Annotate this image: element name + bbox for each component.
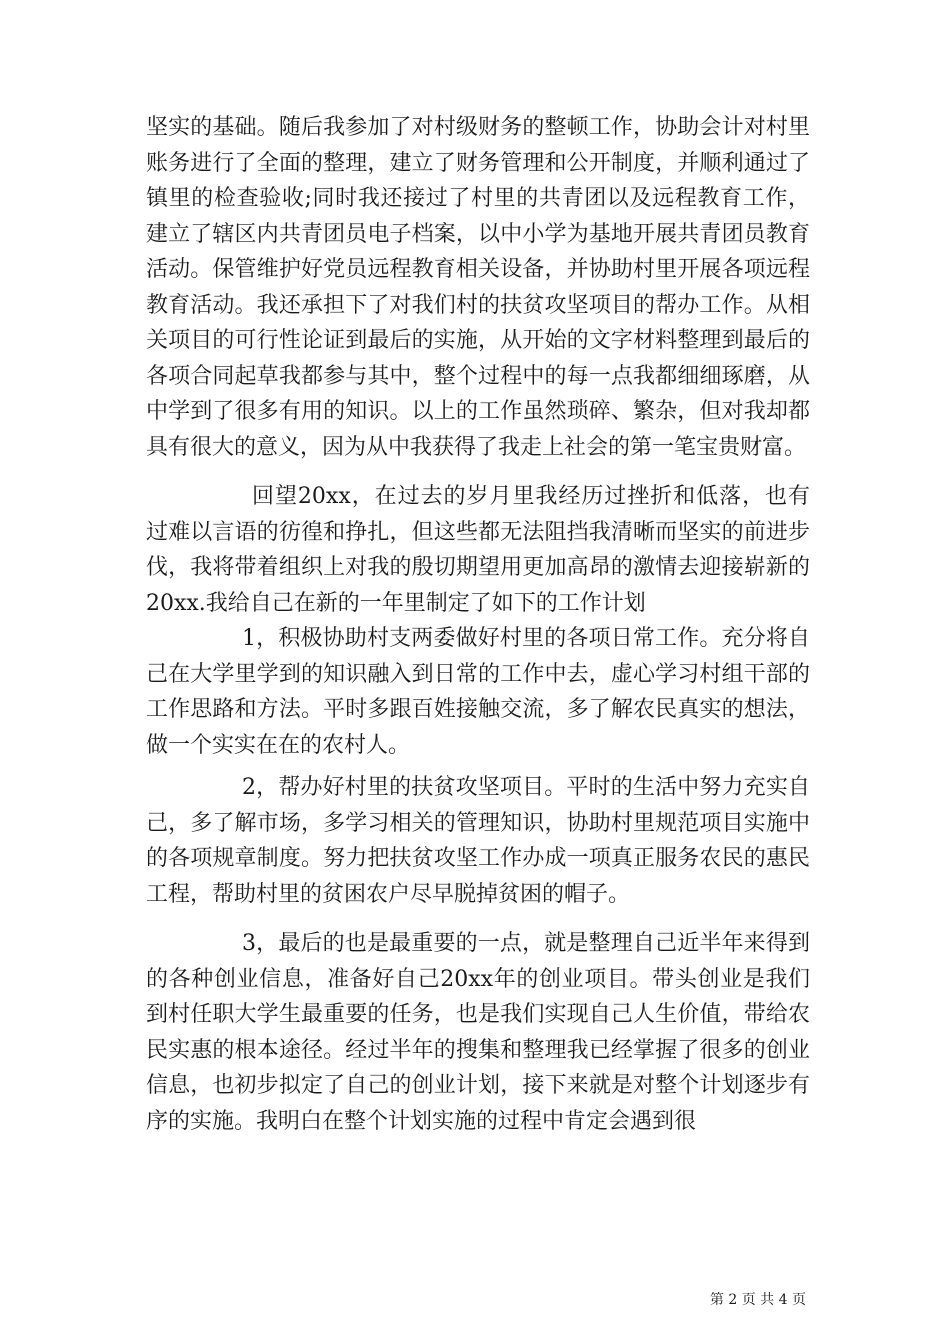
paragraph-work-summary: 坚实的基础。随后我参加了对村级财务的整顿工作，协助会计对村里账务进行了全面的整理，建立了财务管理和公开制度，并顺利通过了镇里的检查验收;同时我还接过了村里的共青团以及远程教育工作，建立了辖区内共青团员电子档案，以中小学为基地开展共青团员教育活动。保管维护好党员远程教育相关设备，并协助村里开展各项远程教育活动。我还承担下了对我们村的扶贫攻坚项目的帮办工作。从相关项目的可行性论证到最后的实施，从开始的文字材料整理到最后的各项合同起草我都参与其中，整个过程中的每一点我都细细琢磨，从中学到了很多有用的知识。以上的工作虽然琐碎、繁杂，但对我却都具有很大的意义，因为从中我获得了我走上社会的第一笔宝贵财富。 (146, 115, 810, 460)
page-number-footer: 第 2 页 共 4 页 (709, 1292, 806, 1308)
paragraph-plan-item-1: 1，积极协助村支两委做好村里的各项日常工作。充分将自己在大学里学到的知识融入到日常的工作中去，虚心学习村组干部的工作思路和方法。平时多跟百姓接触交流，多了解农民真实的想法，做一个实实在在的农村人。 (146, 626, 810, 758)
paragraph-plan-item-2: 2，帮办好村里的扶贫攻坚项目。平时的生活中努力充实自己，多了解市场，多学习相关的管理知识，协助村里规范项目实施中的各项规章制度。努力把扶贫攻坚工作办成一项真正服务农民的惠民工程，帮助村里的贫困农户尽早脱掉贫困的帽子。 (146, 775, 810, 907)
document-body (146, 110, 810, 1139)
paragraph-review-and-plan: 回望20xx，在过去的岁月里我经历过挫折和低落，也有过难以言语的彷徨和挣扎，但这些都无法阻挡我清晰而坚实的前进步伐，我将带着组织上对我的殷切期望用更加高昂的激情去迎接崭新的20xx.我给自己在新的一年里制定了如下的工作计划 (146, 484, 810, 616)
paragraph-plan-item-3: 3，最后的也是最重要的一点，就是整理自己近半年来得到的各种创业信息，准备好自己20xx年的创业项目。带头创业是我们到村任职大学生最重要的任务，也是我们实现自己人生价值，带给农民实惠的根本途径。经过半年的搜集和整理我已经掌握了很多的创业信息，也初步拟定了自己的创业计划，接下来就是对整个计划逐步有序的实施。我明白在整个计划实施的过程中肯定会遇到很 (146, 931, 810, 1134)
